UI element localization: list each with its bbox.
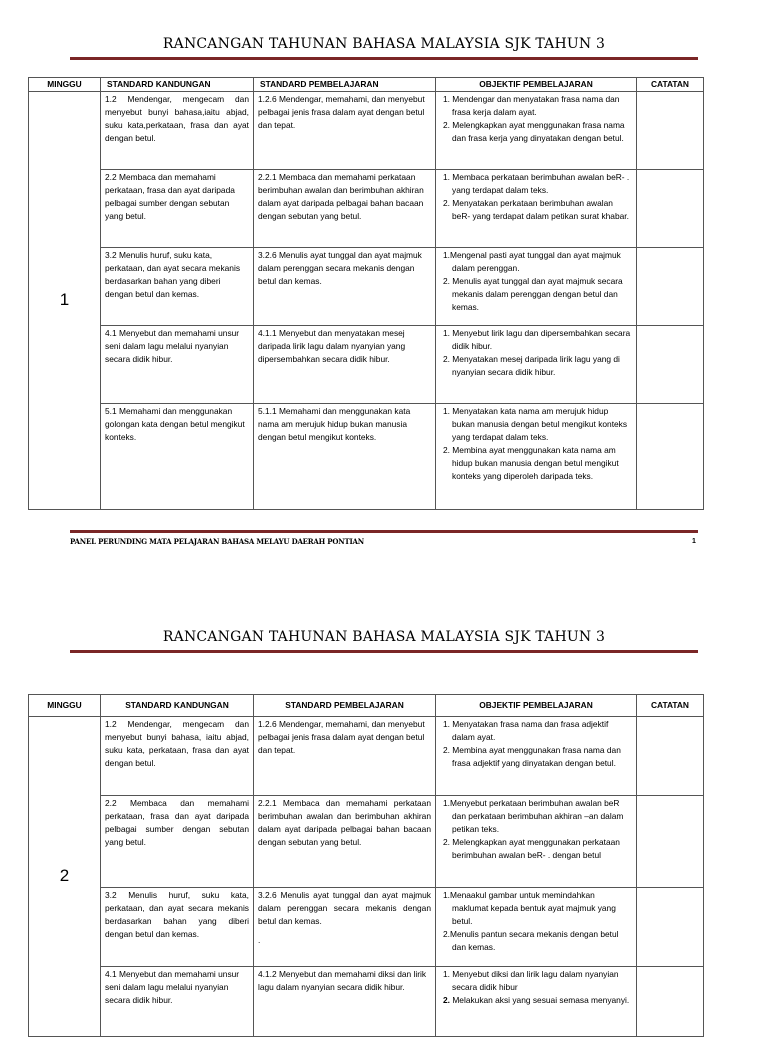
objective-item: 1.Menyebut perkataan berimbuhan awalan beR dan perkataan berimbuhan akhiran –an dalam petikan teks.: [443, 798, 624, 834]
objektif-cell: [436, 248, 637, 326]
table-row: [29, 92, 704, 170]
footer-rule: [70, 530, 698, 533]
header-minggu: MINGGU: [29, 695, 101, 717]
table-row: [29, 796, 704, 888]
standard-pembelajaran-cell: 1.2.6 Mendengar, memahami, dan menyebut pelbagai jenis frasa dalam ayat dengan betul dan tepat.: [254, 717, 436, 796]
stray-mark: .: [258, 934, 261, 945]
objective-item: 1.Menaakul gambar untuk memindahkan maklumat kepada bentuk ayat majmuk yang betul.: [443, 890, 616, 926]
page-title: RANCANGAN TAHUNAN BAHASA MALAYSIA SJK TAHUN 3: [162, 629, 606, 645]
standard-pembelajaran-cell: 3.2.6 Menulis ayat tunggal dan ayat majmuk dalam perenggan secara mekanis dengan betul dan kemas.: [254, 248, 436, 326]
standard-pembelajaran-cell: 1.2.6 Mendengar, memahami, dan menyebut pelbagai jenis frasa dalam ayat dengan betul dan tepat.: [254, 92, 436, 170]
objective-item: 2. Membina ayat menggunakan frasa nama dan frasa adjektif yang dinyatakan dengan betul.: [443, 744, 621, 768]
objective-text: Melakukan aksi yang sesuai semasa menyanyi.: [450, 994, 630, 1005]
objective-item: 1.Mengenal pasti ayat tunggal dan ayat majmuk dalam perenggan.: [443, 250, 621, 273]
standard-kandungan-cell: 3.2 Menulis huruf, suku kata, perkataan, dan ayat secara mekanis berdasarkan bahan yang diberi dengan betul dan kemas.: [101, 248, 254, 326]
objective-number: 2.: [443, 994, 450, 1005]
objektif-cell: [436, 888, 637, 967]
header-standard-pembelajaran: STANDARD PEMBELAJARAN: [254, 78, 436, 92]
objective-item: 1. Membaca perkataan berimbuhan awalan beR- . yang terdapat dalam teks.: [443, 172, 630, 195]
header-catatan: CATATAN: [637, 695, 704, 717]
objective-item: 1. Menyebut lirik lagu dan dipersembahkan secara didik hibur.: [443, 328, 631, 351]
standard-pembelajaran-cell: 2.2.1 Membaca dan memahami perkataan berimbuhan awalan dan berimbuhan akhiran dalam ayat daripada pelbagai bahan bacaan dengan sebutan yang betul.: [254, 796, 436, 888]
table-row: [29, 967, 704, 1037]
objektif-cell: [436, 404, 637, 510]
plan-table: [28, 694, 704, 1037]
standard-pembelajaran-text: 3.2.6 Menulis ayat tunggal dan ayat majmuk dalam perenggan secara mekanis dengan betul dan kemas.: [258, 890, 431, 926]
plan-table: [28, 77, 704, 510]
header-objektif-pembelajaran: OBJEKTIF PEMBELAJARAN: [436, 78, 637, 92]
catatan-cell: [637, 796, 704, 888]
standard-pembelajaran-cell: 2.2.1 Membaca dan memahami perkataan berimbuhan awalan dan berimbuhan akhiran dalam ayat daripada pelbagai bahan bacaan dengan sebutan yang betul.: [254, 170, 436, 248]
standard-kandungan-cell: 2.2 Membaca dan memahami perkataan, frasa dan ayat daripada pelbagai sumber dengan sebutan yang betul.: [101, 796, 254, 888]
catatan-cell: [637, 967, 704, 1037]
objective-item: 2. Menyatakan perkataan berimbuhan awalan beR- yang terdapat dalam petikan surat khabar.: [443, 197, 629, 221]
objektif-cell: [436, 717, 637, 796]
objective-item: 2. Melengkapkan ayat menggunakan perkataan berimbuhan awalan beR- . dengan betul: [443, 836, 620, 860]
week-number: 1: [29, 92, 101, 510]
objektif-cell: [436, 92, 637, 170]
standard-kandungan-cell: 2.2 Membaca dan memahami perkataan, frasa dan ayat daripada pelbagai sumber dengan sebutan yang betul.: [101, 170, 254, 248]
header-standard-pembelajaran: STANDARD PEMBELAJARAN: [254, 695, 436, 717]
catatan-cell: [637, 248, 704, 326]
standard-pembelajaran-cell: 4.1.2 Menyebut dan memahami diksi dan lirik lagu dalam nyanyian secara didik hibur.: [254, 967, 436, 1037]
title-rule: [70, 650, 698, 653]
objective-item: [440, 994, 632, 1007]
objective-item: 2. Menulis ayat tunggal dan ayat majmuk secara mekanis dalam perenggan dengan betul dan kemas.: [443, 275, 623, 312]
objective-item: 2. Melengkapkan ayat menggunakan frasa nama dan frasa kerja yang dinyatakan dengan betul.: [443, 119, 625, 143]
objective-item: 1. Menyatakan frasa nama dan frasa adjektif dalam ayat.: [443, 719, 609, 742]
week-number: 2: [29, 717, 101, 1037]
objektif-cell: [436, 326, 637, 404]
objective-item: 2.Menulis pantun secara mekanis dengan betul dan kemas.: [443, 928, 619, 952]
header-minggu: MINGGU: [29, 78, 101, 92]
header-objektif-pembelajaran: OBJEKTIF PEMBELAJARAN: [436, 695, 637, 717]
standard-kandungan-cell: 1.2 Mendengar, mengecam dan menyebut bunyi bahasa,iaitu abjad, suku kata,perkataan, frasa dan ayat dengan betul.: [101, 92, 254, 170]
table-row: [29, 170, 704, 248]
standard-pembelajaran-cell: [254, 888, 436, 967]
standard-kandungan-cell: 1.2 Mendengar, mengecam dan menyebut bunyi bahasa, iaitu abjad, suku kata, perkataan, frasa dan ayat dengan betul.: [101, 717, 254, 796]
objective-item: 2. Membina ayat menggunakan kata nama am hidup bukan manusia dengan betul mengikut konteks yang diperoleh daripada teks.: [443, 444, 619, 481]
catatan-cell: [637, 170, 704, 248]
standard-pembelajaran-cell: 4.1.1 Menyebut dan menyatakan mesej daripada lirik lagu dalam nyanyian yang dipersembahkan secara didik hibur.: [254, 326, 436, 404]
standard-pembelajaran-cell: 5.1.1 Memahami dan menggunakan kata nama am merujuk hidup bukan manusia dengan betul mengikut konteks.: [254, 404, 436, 510]
objective-item: 1. Menyatakan kata nama am merujuk hidup bukan manusia dengan betul mengikut konteks yang terdapat dalam teks.: [443, 406, 628, 442]
header-standard-kandungan: STANDARD KANDUNGAN: [101, 78, 254, 92]
table-header-row: [29, 695, 704, 717]
header-catatan: CATATAN: [637, 78, 704, 92]
catatan-cell: [637, 717, 704, 796]
standard-kandungan-cell: 4.1 Menyebut dan memahami unsur seni dalam lagu melalui nyanyian secara didik hibur.: [101, 967, 254, 1037]
catatan-cell: [637, 92, 704, 170]
footer-text: PANEL PERUNDING MATA PELAJARAN BAHASA MELAYU DAERAH PONTIAN: [70, 537, 364, 546]
objektif-cell: [436, 967, 637, 1037]
standard-kandungan-cell: 5.1 Memahami dan menggunakan golongan kata dengan betul mengikut konteks.: [101, 404, 254, 510]
table-row: [29, 404, 704, 510]
page-number: 1: [692, 538, 696, 545]
table-header-row: [29, 78, 704, 92]
table-row: [29, 248, 704, 326]
objektif-cell: [436, 796, 637, 888]
catatan-cell: [637, 888, 704, 967]
table-row: [29, 888, 704, 967]
objective-item: 2. Menyatakan mesej daripada lirik lagu yang di nyanyian secara didik hibur.: [443, 353, 620, 377]
catatan-cell: [637, 404, 704, 510]
table-row: [29, 326, 704, 404]
objektif-cell: [436, 170, 637, 248]
standard-kandungan-cell: 3.2 Menulis huruf, suku kata, perkataan, dan ayat secara mekanis berdasarkan bahan yang diberi dengan betul dan kemas.: [101, 888, 254, 967]
objective-item: 1. Menyebut diksi dan lirik lagu dalam nyanyian secara didik hibur: [443, 969, 619, 992]
catatan-cell: [637, 326, 704, 404]
standard-kandungan-cell: 4.1 Menyebut dan memahami unsur seni dalam lagu melalui nyanyian secara didik hibur.: [101, 326, 254, 404]
header-standard-kandungan: STANDARD KANDUNGAN: [101, 695, 254, 717]
title-rule: [70, 57, 698, 60]
objective-item: 1. Mendengar dan menyatakan frasa nama dan frasa kerja dalam ayat.: [443, 94, 620, 117]
table-row: [29, 717, 704, 796]
page-title: RANCANGAN TAHUNAN BAHASA MALAYSIA SJK TAHUN 3: [162, 36, 606, 52]
